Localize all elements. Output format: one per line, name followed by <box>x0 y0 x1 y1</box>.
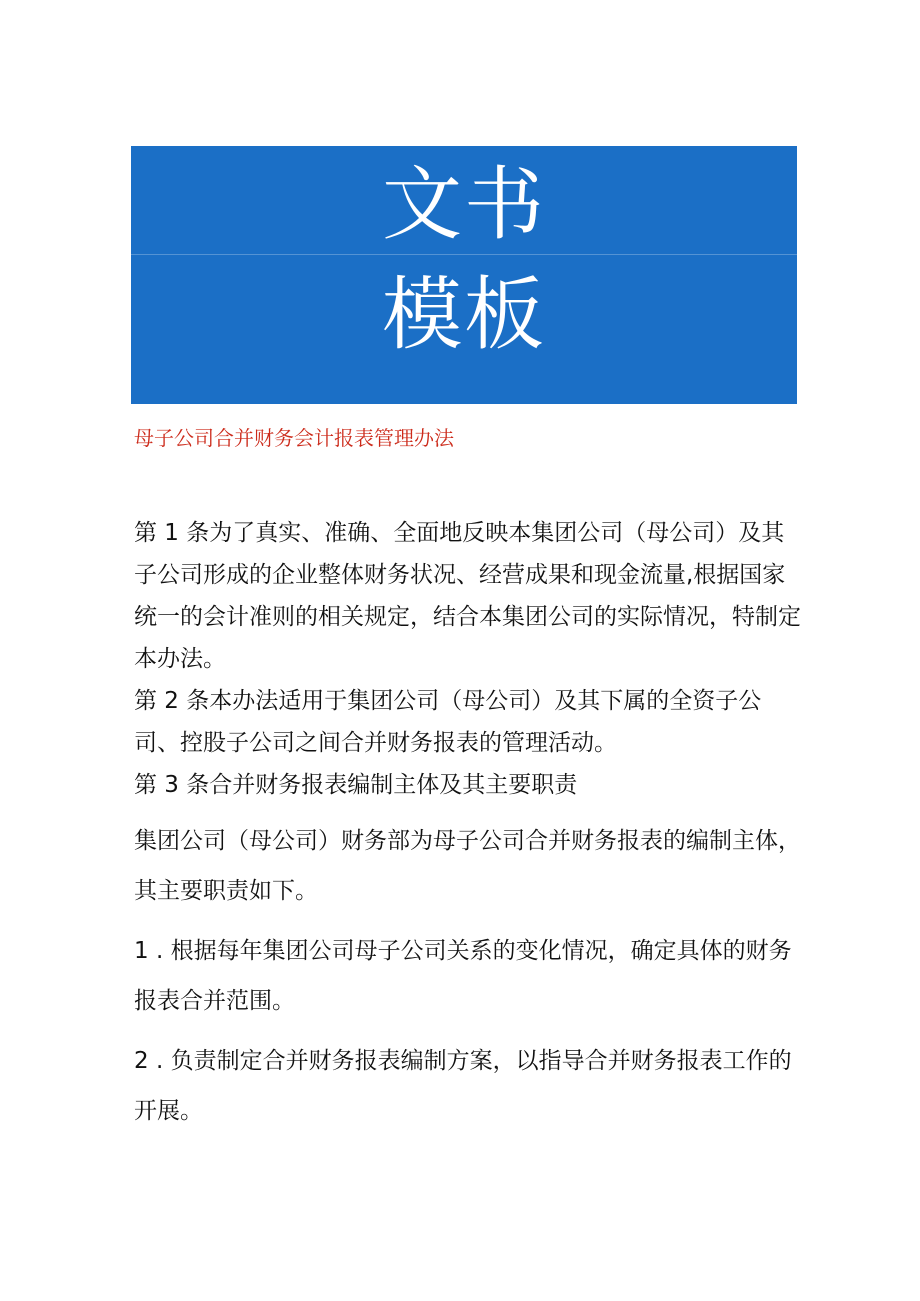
duty-item-1: 1 . 根据每年集团公司母子公司关系的变化情况，确定具体的财务报表合并范围。 <box>134 938 792 1014</box>
document-body <box>134 512 802 1136</box>
article-2-paragraph: 第 2 条本办法适用于集团公司（母公司）及其下属的全资子公司、控股子公司之间合并财务报表的管理活动。 <box>134 688 762 756</box>
article-3-heading: 第 3 条合并财务报表编制主体及其主要职责 <box>134 772 578 798</box>
document-title: 母子公司合并财务会计报表管理办法 <box>134 426 454 450</box>
duty-item-2: 2 . 负责制定合并财务报表编制方案，以指导合并财务报表工作的开展。 <box>134 1048 792 1124</box>
article-1-paragraph: 第 1 条为了真实、准确、全面地反映本集团公司（母公司）及其子公司形成的企业整体财务状况、经营成果和现金流量,根据国家统一的会计准则的相关规定，结合本集团公司的实际情况，特制定本办法。 <box>134 520 801 672</box>
banner-title-line-2: 模板 <box>382 268 546 361</box>
banner-title-line-1: 文书 <box>382 158 546 251</box>
banner-divider <box>131 254 797 255</box>
cover-banner <box>131 146 797 404</box>
article-3-paragraph: 集团公司（母公司）财务部为母子公司合并财务报表的编制主体，其主要职责如下。 <box>134 828 801 904</box>
